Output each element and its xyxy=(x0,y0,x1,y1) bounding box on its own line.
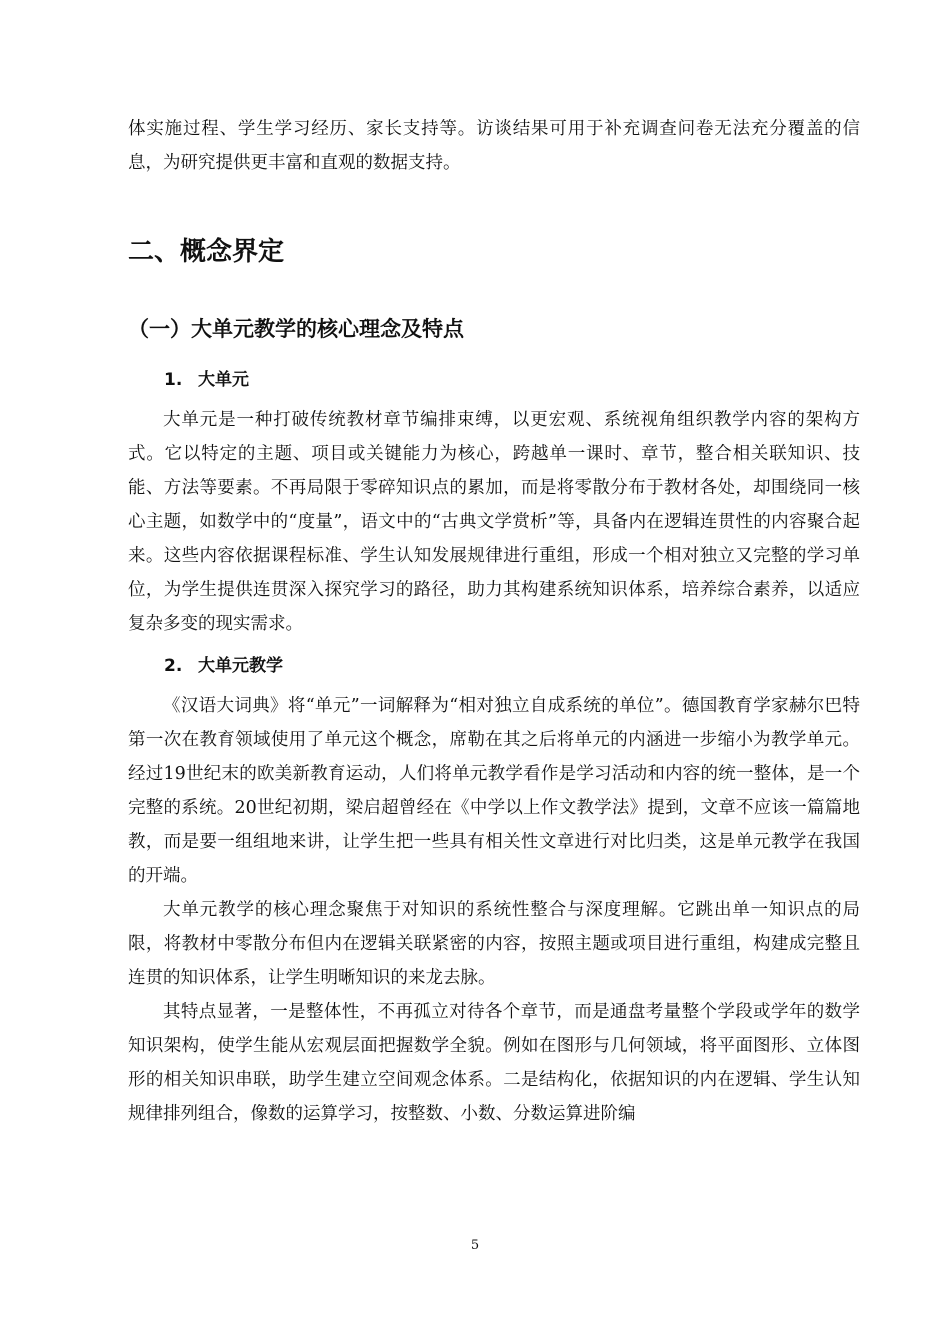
item-heading-1 xyxy=(164,367,860,393)
item2-paragraph-3: 其特点显著，一是整体性，不再孤立对待各个章节，而是通盘考量整个学段或学年的数学知识架构，使学生能从宏观层面把握数学全貌。例如在图形与几何领域，将平面图形、立体图形的相关知识串联，助学生建立空间观念体系。二是结构化，依据知识的内在逻辑、学生认知规律排列组合，像数的运算学习，按整数、小数、分数运算进阶编 xyxy=(128,1002,860,1124)
item-number-2: 2. xyxy=(164,656,183,676)
item-title-1: 大单元 xyxy=(198,370,249,390)
subsection-title: （一）大单元教学的核心理念及特点 xyxy=(128,317,464,341)
page-number: 5 xyxy=(470,1238,480,1253)
page-content xyxy=(128,112,860,1131)
item-title-2: 大单元教学 xyxy=(198,656,283,676)
section-title: 二、概念界定 xyxy=(128,237,285,267)
item2-paragraph-1: 《汉语大词典》将“单元”一词解释为“相对独立自成系统的单位”。德国教育学家赫尔巴特第一次在教育领域使用了单元这个概念，席勒在其之后将单元的内涵进一步缩小为教学单元。经过19世纪末的欧美新教育运动，人们将单元教学看作是学习活动和内容的统一整体，是一个完整的系统。20世纪初期，梁启超曾经在《中学以上作文教学法》提到，文章不应该一篇篇地教，而是要一组组地来讲，让学生把一些具有相关性文章进行对比归类，这是单元教学在我国的开端。 xyxy=(128,696,860,886)
item-number-1: 1. xyxy=(164,370,183,390)
item1-paragraph: 大单元是一种打破传统教材章节编排束缚，以更宏观、系统视角组织教学内容的架构方式。它以特定的主题、项目或关键能力为核心，跨越单一课时、章节，整合相关联知识、技能、方法等要素。不再局限于零碎知识点的累加，而是将零散分布于教材各处，却围绕同一核心主题，如数学中的“度量”，语文中的“古典文学赏析”等，具备内在逻辑连贯性的内容聚合起来。这些内容依据课程标准、学生认知发展规律进行重组，形成一个相对独立又完整的学习单位，为学生提供连贯深入探究学习的路径，助力其构建系统知识体系，培养综合素养，以适应复杂多变的现实需求。 xyxy=(128,410,860,634)
item-heading-2 xyxy=(164,653,860,679)
continuation-paragraph: 体实施过程、学生学习经历、家长支持等。访谈结果可用于补充调查问卷无法充分覆盖的信息，为研究提供更丰富和直观的数据支持。 xyxy=(128,119,860,173)
item2-paragraph-2: 大单元教学的核心理念聚焦于对知识的系统性整合与深度理解。它跳出单一知识点的局限，将教材中零散分布但内在逻辑关联紧密的内容，按照主题或项目进行重组，构建成完整且连贯的知识体系，让学生明晰知识的来龙去脉。 xyxy=(128,900,860,988)
